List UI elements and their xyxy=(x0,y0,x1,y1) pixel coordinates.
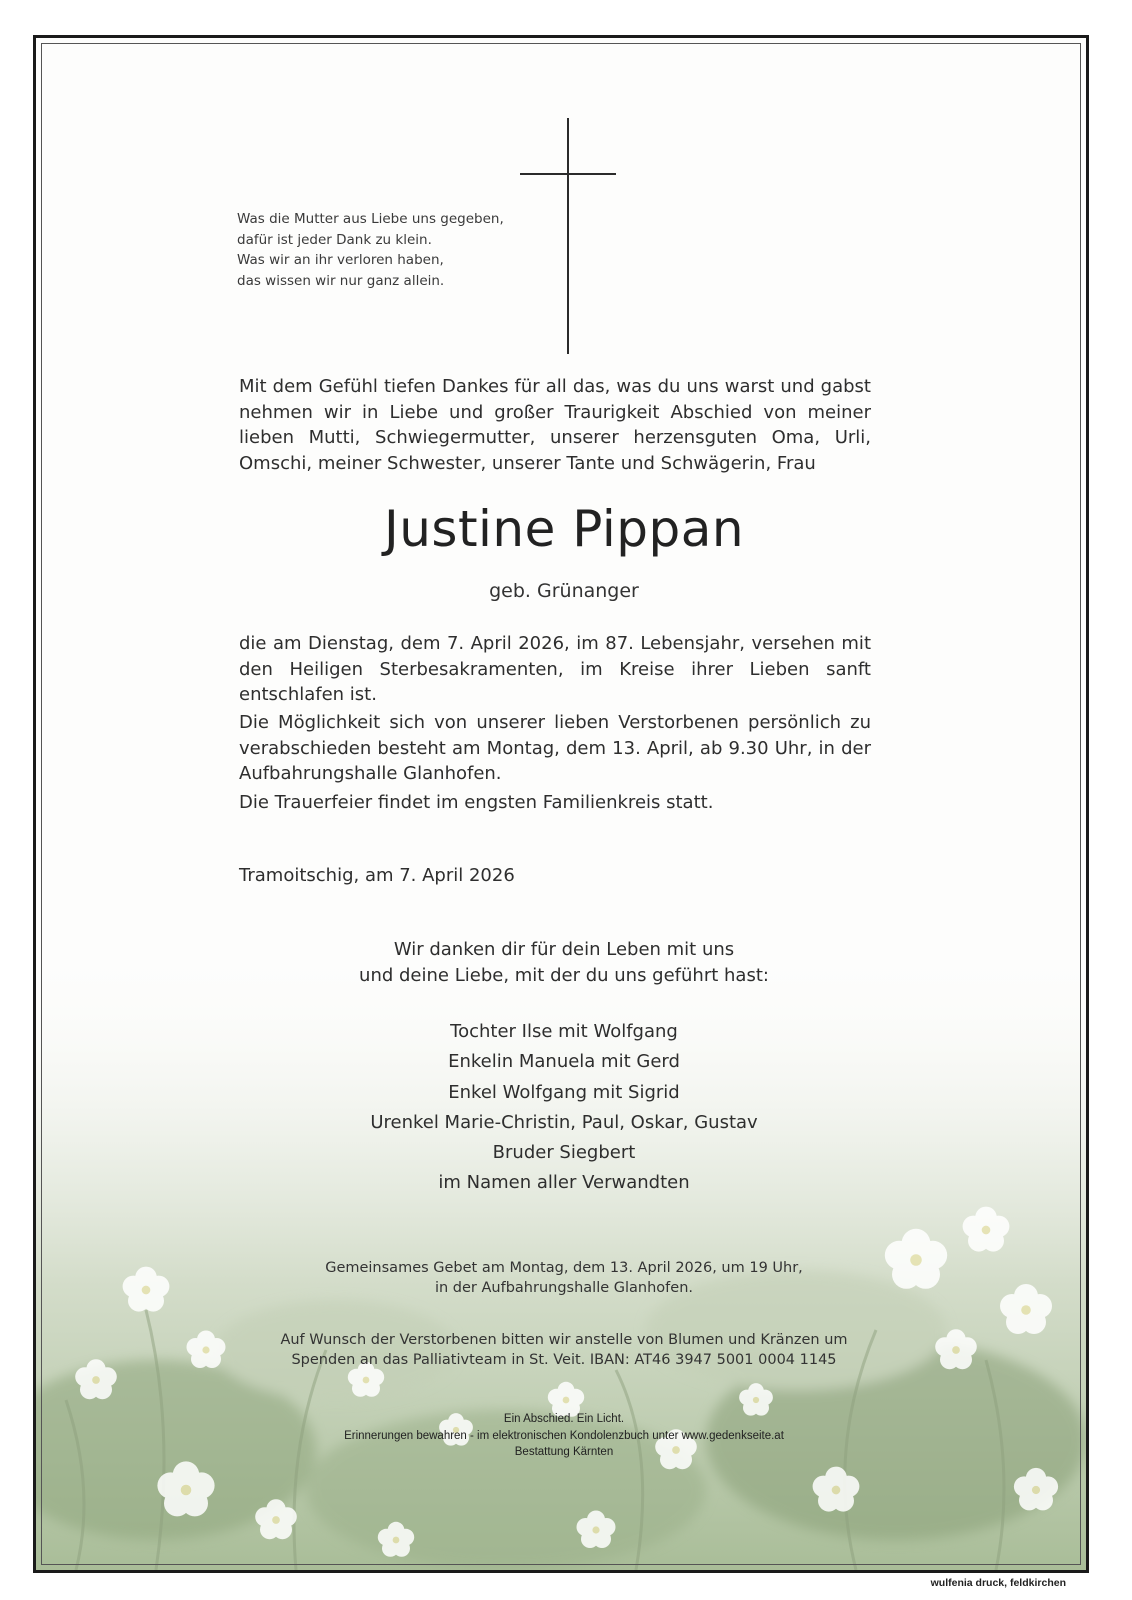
intro-paragraph: Mit dem Gefühl tiefen Dankes für all das, was du uns warst und gabst nehmen wir in Liebe und großer Traurigkeit Abschied von meiner lieben Mutti, Schwiegermutter, unserer herzensguten Oma, Urli, Omschi, meiner Schwester, unserer Tante und Schwägerin, Frau xyxy=(239,376,871,474)
printer-credit: wulfenia druck, feldkirchen xyxy=(930,1577,1066,1589)
mourner-item: Enkelin Manuela mit Gerd xyxy=(448,1051,680,1073)
verse-line: das wissen wir nur ganz allein. xyxy=(237,272,445,289)
portrait-photo xyxy=(663,90,857,340)
mourner-item: Bruder Siegbert xyxy=(492,1142,636,1164)
donation-notice xyxy=(36,1330,1089,1370)
footer-line: Erinnerungen bewahren - im elektronischen Kondolenzbuch unter www.gedenkseite.at xyxy=(344,1429,784,1442)
donation-line: Auf Wunsch der Verstorbenen bitten wir anstelle von Blumen und Kränzen um xyxy=(280,1332,848,1348)
mourner-item: Urenkel Marie-Christin, Paul, Oskar, Gustav xyxy=(370,1111,758,1133)
thanks-block xyxy=(36,937,1089,988)
verse-line: Was die Mutter aus Liebe uns gegeben, xyxy=(237,211,504,227)
mourners-list xyxy=(36,1017,1089,1199)
verse-line: Was wir an ihr verloren haben, xyxy=(237,252,444,268)
footer-line: Bestattung Kärnten xyxy=(514,1446,614,1458)
thanks-line: Wir danken dir für dein Leben mit uns xyxy=(393,939,735,960)
deceased-name: Justine Pippan xyxy=(383,500,745,558)
cross-icon-bar xyxy=(520,173,616,175)
maiden-name: geb. Grünanger xyxy=(489,580,639,602)
place-date: Tramoitschig, am 7. April 2026 xyxy=(239,865,515,886)
thanks-line: und deine Liebe, mit der du uns geführt hast: xyxy=(359,964,769,986)
prayer-line: in der Aufbahrungshalle Glanhofen. xyxy=(434,1280,693,1296)
mourner-item: Tochter Ilse mit Wolfgang xyxy=(450,1021,678,1042)
prayer-line: Gemeinsames Gebet am Montag, dem 13. April 2026, um 19 Uhr, xyxy=(325,1260,803,1276)
verse-block xyxy=(237,209,577,291)
prayer-notice xyxy=(36,1258,1089,1298)
donation-line: Spenden an das Palliativteam in St. Veit. IBAN: AT46 3947 5001 0004 1145 xyxy=(291,1352,837,1368)
verse-line: dafür ist jeder Dank zu klein. xyxy=(237,231,432,248)
mourner-item: Enkel Wolfgang mit Sigrid xyxy=(448,1081,680,1103)
mourner-item: im Namen aller Verwandten xyxy=(438,1172,690,1194)
obituary-card xyxy=(33,35,1089,1573)
farewell-paragraph: Die Möglichkeit sich von unserer lieben Verstorbenen persönlich zu verabschieden besteht am Montag, dem 13. April, ab 9.30 Uhr, in der Aufbahrungshalle Glanhofen. xyxy=(239,712,871,784)
footer-line: Ein Abschied. Ein Licht. xyxy=(503,1413,625,1425)
funeral-paragraph: Die Trauerfeier findet im engsten Familienkreis statt. xyxy=(239,792,714,813)
cross-icon xyxy=(567,118,569,354)
undertaker-footer xyxy=(36,1411,1089,1461)
death-notice-paragraph: die am Dienstag, dem 7. April 2026, im 87. Lebensjahr, versehen mit den Heiligen Sterbesakramenten, im Kreise ihrer Lieben sanft entschlafen ist. xyxy=(239,633,871,705)
